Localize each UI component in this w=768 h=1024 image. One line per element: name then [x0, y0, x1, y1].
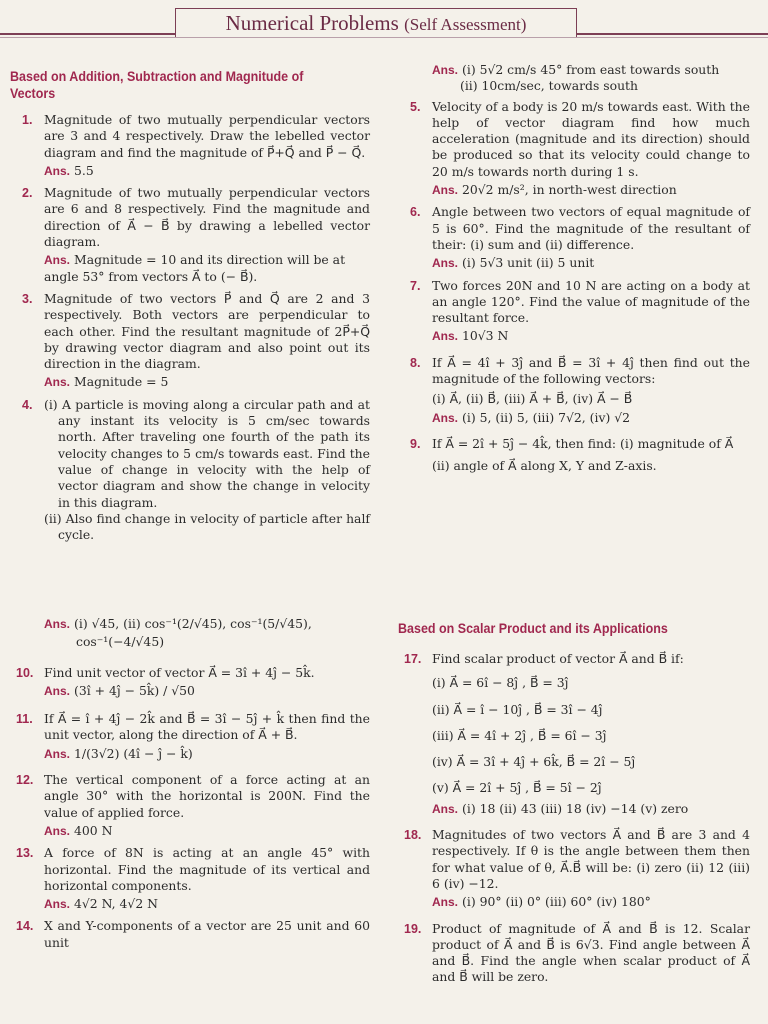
q17-item: (i) A⃗ = 6î − 8ĵ , B⃗ = 3ĵ: [432, 675, 569, 691]
right-column-bottom: [398, 620, 750, 988]
answer-text: 20√2 m/s², in north-west direction: [462, 182, 677, 198]
answer-8: [398, 410, 750, 426]
question-number: 9.: [410, 436, 421, 451]
question-text: X and Y-components of a vector are 25 unit and 60 unit: [44, 918, 370, 950]
question-number: 13.: [16, 846, 34, 861]
answer-1: [10, 163, 370, 179]
answer-label: Ans.: [44, 823, 71, 838]
question-2: [10, 185, 370, 250]
answer-text: 1/(3√2) (4î − ĵ − k̂): [74, 745, 193, 761]
answer-text: (i) 5√3 unit (ii) 5 unit: [462, 255, 595, 271]
question-number: 1.: [22, 113, 33, 127]
question-text: If A⃗ = î + 4ĵ − 2k̂ and B⃗ = 3î − 5ĵ + k̂ then find the unit vector, along the direction of A⃗ + B⃗.: [44, 711, 370, 743]
question-text: Magnitudes of two vectors A⃗ and B⃗ are 3 and 4 respectively. If θ is the angle between them then for what value of θ, A⃗.B⃗ will be: (i) zero (ii) 12 (iii) 6 (iv) −12.: [432, 827, 750, 891]
answer-label: Ans.: [432, 329, 459, 344]
question-number: 8.: [410, 355, 421, 370]
question-text: Magnitude of two mutually perpendicular vectors are 6 and 8 respectively. Find the magnitude and direction of A⃗ − B⃗ by drawing a lebelled vector diagram.: [44, 185, 370, 250]
question-5: [398, 99, 750, 180]
question-3: [10, 291, 370, 372]
question-number: 6.: [410, 205, 421, 220]
answer-label: Ans.: [432, 410, 459, 425]
question-text: The vertical component of a force acting at an angle 30° with the horizontal is 200N. Find the value of applied force.: [44, 772, 370, 820]
answer-text: Magnitude = 5: [74, 374, 169, 390]
answer-text-ii: (ii) 10cm/sec, towards south: [460, 78, 639, 94]
q17-item: (iv) A⃗ = 3î + 4ĵ + 6k̂, B⃗ = 2î − 5ĵ: [432, 754, 636, 770]
question-14: [10, 918, 370, 951]
question-4-part-ii: (ii) Also find change in velocity of particle after half cycle.: [44, 510, 370, 543]
answer-label: Ans.: [432, 895, 459, 910]
question-18: [398, 827, 750, 892]
answer-9: [10, 616, 370, 632]
q17-item: (ii) A⃗ = î − 10ĵ , B⃗ = 3î − 4ĵ: [432, 701, 603, 717]
question-number: 7.: [410, 278, 421, 293]
question-text: Velocity of a body is 20 m/s towards east. With the help of vector diagram find how much acceleration (magnitude and its direction) should be produced so that its velocity could change to 20 m/s towards north during 1 s.: [432, 98, 750, 179]
answer-9-cont: cos⁻¹(−4/√45): [76, 634, 165, 650]
question-number: 2.: [22, 186, 33, 201]
answer-label: Ans.: [432, 63, 459, 77]
answer-text: (i) 90° (ii) 0° (iii) 60° (iv) 180°: [462, 894, 651, 910]
answer-11: [10, 746, 370, 762]
answer-text: (i) 5, (ii) 5, (iii) 7√2, (iv) √2: [462, 409, 631, 425]
q17-item: (iii) A⃗ = 4î + 2ĵ , B⃗ = 6î − 3ĵ: [432, 727, 607, 743]
question-number: 19.: [404, 921, 422, 936]
answer-4: [398, 62, 750, 95]
question-9: [398, 436, 750, 452]
answer-label: Ans.: [44, 617, 71, 631]
answer-text: (i) 18 (ii) 43 (iii) 18 (iv) −14 (v) zero: [462, 800, 689, 816]
question-text: Magnitude of two vectors P⃗ and Q⃗ are 2 and 3 respectively. Both vectors are perpendicular to each other. Find the resultant magnitude of 2P⃗+Q⃗ by drawing vector diagram and also point out its direction in the diagram.: [44, 290, 370, 372]
answer-10: [10, 683, 370, 699]
question-number: 10.: [16, 665, 34, 680]
answer-label: Ans.: [44, 683, 71, 698]
page-header: [0, 0, 768, 40]
answer-text: 5.5: [74, 162, 94, 178]
question-6: [398, 204, 750, 253]
answer-7: [398, 328, 750, 344]
question-text: Magnitude of two mutually perpendicular vectors are 3 and 4 respectively. Draw the lebelled vector diagram and find the magnitude of P⃗+Q⃗ and P⃗ − Q⃗.: [44, 112, 370, 160]
answer-text: (i) √45, (ii) cos⁻¹(2/√45), cos⁻¹(5/√45),: [74, 616, 312, 631]
left-column-top: [10, 68, 370, 545]
answer-12: [10, 823, 370, 839]
question-4: [10, 397, 370, 544]
answer-label: Ans.: [44, 746, 71, 761]
answer-17: [398, 801, 750, 817]
right-column-top: [398, 62, 750, 477]
answer-5: [398, 182, 750, 198]
question-10: [10, 665, 370, 681]
question-7: [398, 278, 750, 327]
question-number: 11.: [16, 712, 33, 727]
question-11: [10, 711, 370, 744]
answer-text: (3î + 4ĵ − 5k̂) / √50: [74, 682, 195, 698]
answer-text: 4√2 N, 4√2 N: [74, 896, 158, 912]
answer-label: Ans.: [44, 375, 71, 390]
question-4-part-i: (i) A particle is moving along a circular path and at any instant its velocity is 5 cm/sec towards north. After traveling one fourth of the path its velocity changes to 5 cm/s towards east. Find the value of change in velocity with the help of vector diagram and show the change in velocity in this diagram.: [44, 396, 370, 510]
answer-text: 400 N: [74, 822, 113, 838]
answer-text-i: (i) 5√2 cm/s 45° from east towards south: [462, 62, 720, 77]
question-text: Find scalar product of vector A⃗ and B⃗ if:: [432, 651, 684, 666]
question-text: If A⃗ = 4î + 3ĵ and B⃗ = 3î + 4ĵ then find out the magnitude of the following vectors:: [432, 354, 750, 387]
answer-6: [398, 255, 750, 271]
answer-text: 10√3 N: [462, 328, 509, 344]
question-17: [398, 651, 750, 667]
answer-3: [10, 374, 370, 390]
answer-18: [398, 894, 750, 910]
q17-item: (v) A⃗ = 2î + 5ĵ , B⃗ = 5î − 2ĵ: [432, 780, 602, 796]
question-number: 4.: [22, 397, 33, 412]
question-number: 17.: [404, 652, 422, 666]
question-8-options: (i) A⃗, (ii) B⃗, (iii) A⃗ + B⃗, (iv) A⃗ − B⃗: [432, 391, 633, 407]
question-1: [10, 112, 370, 161]
answer-13: [10, 896, 370, 912]
question-number: 18.: [404, 828, 422, 843]
answer-2: [10, 252, 370, 285]
question-text: If A⃗ = 2î + 5ĵ − 4k̂, then find: (i) magnitude of A⃗: [432, 435, 734, 451]
question-number: 3.: [22, 291, 33, 306]
answer-label: Ans.: [44, 897, 71, 912]
question-text: Angle between two vectors of equal magnitude of 5 is 60°. Find the magnitude of the resultant of their: (i) sum and (ii) difference.: [432, 204, 750, 252]
answer-label: Ans.: [432, 256, 459, 271]
question-text: Find unit vector of vector A⃗ = 3î + 4ĵ − 5k̂.: [44, 664, 315, 680]
question-text: Product of magnitude of A⃗ and B⃗ is 12. Scalar product of A⃗ and B⃗ is 6√3. Find angle between A⃗ and B⃗. Find the angle when scalar product of A⃗ and B⃗ will be zero.: [432, 920, 750, 985]
question-number: 5.: [410, 99, 421, 114]
question-12: [10, 772, 370, 821]
left-column-bottom: [10, 616, 370, 953]
answer-label: Ans.: [432, 801, 459, 816]
title-sub: (Self Assessment): [404, 15, 527, 34]
title-main: Numerical Problems: [225, 11, 399, 35]
question-19: [398, 921, 750, 986]
answer-label: Ans.: [44, 163, 71, 178]
question-number: 12.: [16, 773, 34, 788]
answer-label: Ans.: [44, 253, 71, 268]
question-9-part-ii: (ii) angle of A⃗ along X, Y and Z-axis.: [432, 458, 657, 474]
answer-text: Magnitude = 10 and its direction will be at angle 53° from vectors A⃗ to (− B⃗).: [44, 252, 346, 284]
question-text: Two forces 20N and 10 N are acting on a body at an angle 120°. Find the value of magnitude of the resultant force.: [432, 277, 750, 326]
question-number: 14.: [16, 919, 34, 934]
section-heading-scalar: Based on Scalar Product and its Applications: [398, 621, 668, 636]
question-13: [10, 845, 370, 894]
page-title: [175, 8, 577, 37]
answer-label: Ans.: [432, 183, 459, 198]
section-heading-addition: Based on Addition, Subtraction and Magnitude of Vectors: [10, 69, 304, 101]
question-text: A force of 8N is acting at an angle 45° with horizontal. Find the magnitude of its vertical and horizontal components.: [44, 845, 370, 893]
question-8: [398, 355, 750, 388]
